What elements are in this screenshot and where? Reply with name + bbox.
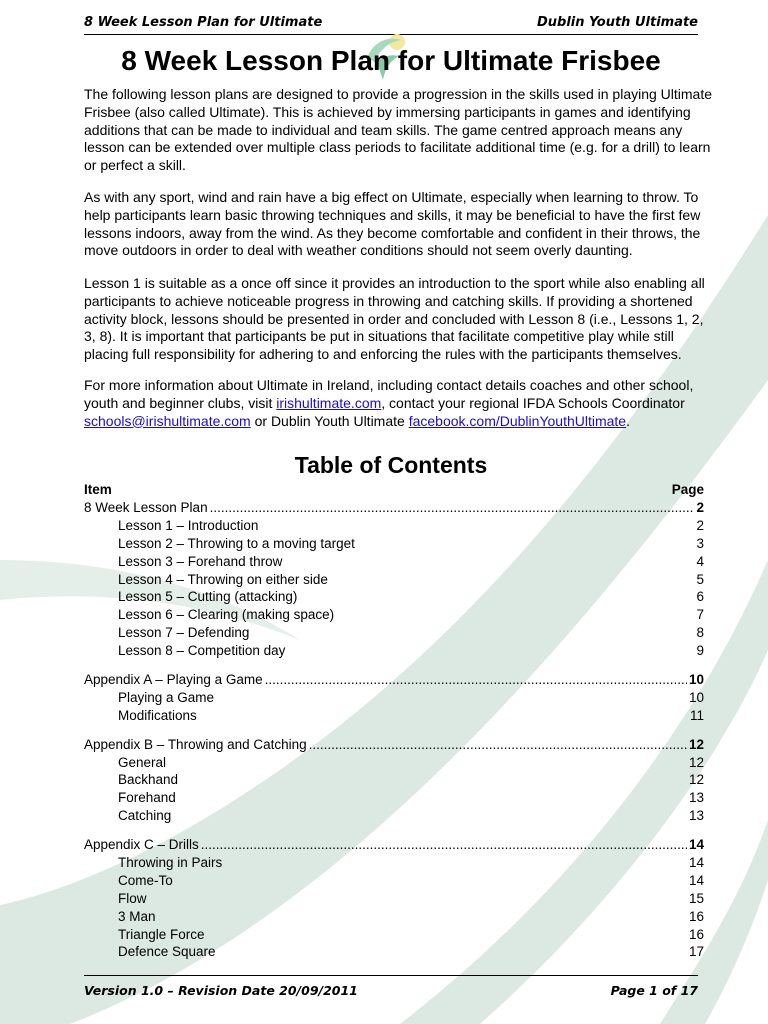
toc-item-page: 13 <box>688 790 704 806</box>
toc-item-page: 11 <box>689 707 704 723</box>
toc-section-entry[interactable] <box>84 836 704 854</box>
toc-item-page: 6 <box>696 589 704 605</box>
toc-item-entry[interactable] <box>84 689 704 707</box>
toc-item-title: Lesson 4 – Throwing on either side <box>118 571 328 587</box>
toc-section-entry[interactable] <box>84 499 704 517</box>
toc-item-entry[interactable] <box>84 789 704 807</box>
toc-item-entry[interactable] <box>84 943 704 961</box>
toc-section-page: 2 <box>696 500 704 515</box>
toc-item-title: Come-To <box>118 872 173 888</box>
intro-paragraph-2: As with any sport, wind and rain have a big effect on Ultimate, especially when learning to throw. To help participants learn basic throwing techniques and skills, it may be beneficial to have the first few lessons indoors, away from the wind. As they become comfortable and confident in their throws, the move outdoors in order to deal with weather conditions should not seem overly daunting. <box>84 189 701 259</box>
toc-section-gap <box>84 725 704 736</box>
toc-item-title: Playing a Game <box>118 689 215 705</box>
p4-text-b: , contact your regional IFDA Schools Coordinator <box>381 394 685 411</box>
toc-item-title: Modifications <box>118 707 197 723</box>
toc-section-title: Appendix A – Playing a Game <box>84 672 263 688</box>
toc-item-entry[interactable] <box>84 908 704 926</box>
toc-item-page: 17 <box>688 944 704 960</box>
header-document-title: 8 Week Lesson Plan for Ultimate <box>84 15 323 30</box>
toc-item-entry[interactable] <box>84 588 704 606</box>
toc-item-page: 14 <box>688 855 704 871</box>
toc-item-title: 3 Man <box>118 908 156 924</box>
toc-leader-dots <box>201 836 687 854</box>
toc-item-page: 2 <box>696 517 704 533</box>
toc-item-entry[interactable] <box>84 606 704 624</box>
toc-item-entry[interactable] <box>84 771 704 789</box>
toc-item-entry[interactable] <box>84 707 704 725</box>
toc-item-entry[interactable] <box>84 553 704 571</box>
toc-item-title: Backhand <box>118 772 179 788</box>
toc-item-entry[interactable] <box>84 807 704 825</box>
toc-item-title: Throwing in Pairs <box>118 855 223 871</box>
toc-item-entry[interactable] <box>84 926 704 944</box>
toc-section-gap <box>84 660 704 671</box>
toc-item-page: 15 <box>688 890 704 906</box>
page-title: 8 Week Lesson Plan for Ultimate Frisbee <box>121 45 661 76</box>
toc-item-title: Catching <box>118 808 172 824</box>
toc-section-gap <box>84 825 704 836</box>
toc-item-page: 7 <box>696 607 704 623</box>
toc-item-page: 12 <box>688 754 704 770</box>
toc-section-page: 10 <box>688 672 704 688</box>
toc-leader-dots <box>210 499 695 517</box>
toc-item-entry[interactable] <box>84 535 704 553</box>
table-of-contents <box>84 499 704 961</box>
toc-item-page: 16 <box>688 926 704 942</box>
toc-item-title: Lesson 7 – Defending <box>118 625 250 641</box>
toc-item-page: 3 <box>696 535 704 551</box>
link-schools-email[interactable]: schools@irishultimate.com <box>84 412 251 429</box>
p4-text-a: For more information about Ultimate in Ireland, including contact details coaches and other school, youth and beginner clubs, visit <box>84 377 694 411</box>
toc-item-page: 9 <box>696 643 704 659</box>
toc-item-entry[interactable] <box>84 642 704 660</box>
toc-item-entry[interactable] <box>84 754 704 772</box>
toc-leader-dots <box>265 671 687 689</box>
toc-item-page: 16 <box>688 908 704 924</box>
toc-item-entry[interactable] <box>84 854 704 872</box>
header-organization: Dublin Youth Ultimate <box>537 15 698 30</box>
toc-item-title: General <box>118 754 167 770</box>
toc-column-headers <box>84 481 704 499</box>
toc-item-entry[interactable] <box>84 571 704 589</box>
toc-item-page: 12 <box>688 772 704 788</box>
footer-divider <box>84 975 698 976</box>
toc-item-entry[interactable] <box>84 872 704 890</box>
toc-item-title: Forehand <box>118 790 176 806</box>
toc-item-title: Lesson 3 – Forehand throw <box>118 553 283 569</box>
toc-section-title: Appendix C – Drills <box>84 837 199 853</box>
footer-version: Version 1.0 – Revision Date 20/09/2011 <box>84 983 358 998</box>
toc-section-title: Appendix B – Throwing and Catching <box>84 736 307 752</box>
toc-item-title: Lesson 5 – Cutting (attacking) <box>118 589 298 605</box>
toc-item-entry[interactable] <box>84 890 704 908</box>
toc-item-title: Lesson 8 – Competition day <box>118 643 286 659</box>
toc-section-entry[interactable] <box>84 736 704 754</box>
intro-paragraph-4 <box>84 377 714 430</box>
link-irishultimate[interactable]: irishultimate.com <box>276 394 382 411</box>
toc-item-page: 13 <box>688 808 704 824</box>
toc-item-page: 14 <box>688 872 704 888</box>
toc-item-page: 10 <box>688 689 704 705</box>
intro-paragraph-1: The following lesson plans are designed to provide a progression in the skills used in playing Ultimate Frisbee (also called Ultimate). This is achieved by immersing participants in games and identifying additions that can be made to individual and team skills. The game centred approach means any lesson can be extended over multiple class periods to facilitate additional time (e.g. for a drill) to learn or perfect a skill. <box>84 86 713 174</box>
toc-title: Table of Contents <box>294 452 488 478</box>
toc-section-entry[interactable] <box>84 671 704 689</box>
toc-item-title: Lesson 6 – Clearing (making space) <box>118 607 335 623</box>
link-facebook-dublin-youth[interactable]: facebook.com/DublinYouthUltimate <box>408 412 627 429</box>
toc-item-page: 5 <box>696 571 704 587</box>
toc-item-page: 4 <box>696 553 704 569</box>
toc-item-title: Triangle Force <box>118 926 205 942</box>
p4-text-d: . <box>626 412 630 429</box>
toc-section-page: 14 <box>688 837 704 853</box>
toc-col-item: Item <box>84 482 112 497</box>
toc-item-title: Lesson 1 – Introduction <box>118 517 259 533</box>
toc-item-title: Flow <box>118 890 147 906</box>
footer-page-number: Page 1 of 17 <box>610 983 698 998</box>
toc-item-title: Lesson 2 – Throwing to a moving target <box>118 535 355 551</box>
toc-item-title: Defence Square <box>118 944 216 960</box>
toc-section-title: 8 Week Lesson Plan <box>84 500 208 515</box>
toc-leader-dots <box>309 736 687 754</box>
toc-col-page: Page <box>671 482 704 497</box>
toc-item-entry[interactable] <box>84 624 704 642</box>
toc-section-page: 12 <box>688 736 704 752</box>
intro-paragraph-3: Lesson 1 is suitable as a once off since it provides an introduction to the sport while also enabling all participants to achieve noticeable progress in throwing and catching skills. If providing a shortened activity block, lessons should be presented in order and concluded with Lesson 8 (i.e., Lessons 1, 2, 3, 8). It is important that participants be put in situations that facilitate competitive play while still placing full responsibility for adhering to and enforcing the rules with the participants themselves. <box>84 275 705 363</box>
toc-item-entry[interactable] <box>84 517 704 535</box>
p4-text-c: or Dublin Youth Ultimate <box>250 412 409 429</box>
toc-item-page: 8 <box>696 625 704 641</box>
